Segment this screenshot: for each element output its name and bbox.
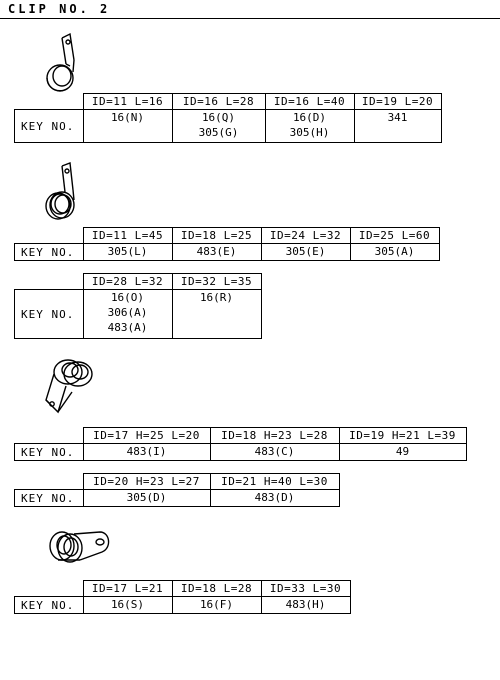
saddle-clip-icon — [38, 352, 100, 424]
key-no-value: 483(H) — [285, 598, 326, 611]
key-no-cell — [350, 244, 439, 261]
key-no-value: 305(D) — [126, 491, 167, 504]
key-no-cell — [172, 110, 265, 143]
key-no-label: KEY NO. — [15, 244, 84, 261]
size-header: ID=17 L=21 — [83, 581, 172, 597]
key-no-cell — [172, 244, 261, 261]
key-no-value: 305(E) — [285, 245, 326, 258]
key-no-cell — [83, 290, 172, 339]
key-no-value: 306(A) — [107, 306, 148, 319]
key-no-value: 305(G) — [198, 126, 239, 139]
key-no-cell — [339, 444, 466, 461]
key-no-value: 16(N) — [110, 111, 145, 124]
key-no-value: 16(D) — [292, 111, 327, 124]
key-no-cell — [83, 597, 172, 614]
p-clip-lined-icon — [40, 160, 86, 226]
key-no-value: 483(A) — [107, 321, 148, 334]
size-header: ID=33 L=30 — [261, 581, 350, 597]
key-no-cell — [210, 490, 339, 507]
size-header: ID=18 H=23 L=28 — [210, 428, 339, 444]
key-no-cell — [354, 110, 441, 143]
strap-clip-icon — [44, 524, 116, 574]
size-header: ID=19 H=21 L=39 — [339, 428, 466, 444]
size-header: ID=28 L=32 — [83, 274, 172, 290]
key-no-value: 483(D) — [254, 491, 295, 504]
key-no-label: KEY NO. — [15, 290, 84, 339]
size-header: ID=16 L=40 — [265, 94, 354, 110]
size-header: ID=18 L=28 — [172, 581, 261, 597]
page-title: CLIP NO. 2 — [8, 2, 111, 16]
key-no-value: 483(C) — [254, 445, 295, 458]
key-no-cell — [261, 244, 350, 261]
key-no-label: KEY NO. — [15, 110, 84, 143]
key-no-cell — [83, 490, 210, 507]
key-no-value: 305(A) — [374, 245, 415, 258]
key-no-cell — [172, 597, 261, 614]
key-no-value: 49 — [395, 445, 410, 458]
key-no-value: 16(S) — [110, 598, 145, 611]
key-no-cell — [83, 110, 172, 143]
key-no-value: 16(R) — [199, 291, 234, 304]
key-no-label: KEY NO. — [15, 490, 84, 507]
key-table — [14, 273, 262, 339]
size-header: ID=24 L=32 — [261, 228, 350, 244]
key-table — [14, 427, 467, 461]
key-no-label: KEY NO. — [15, 597, 84, 614]
size-header: ID=11 L=16 — [83, 94, 172, 110]
key-no-cell — [265, 110, 354, 143]
size-header: ID=21 H=40 L=30 — [210, 474, 339, 490]
key-no-value: 341 — [387, 111, 408, 124]
key-table — [14, 227, 440, 261]
key-no-value: 305(L) — [107, 245, 148, 258]
title-rule — [0, 18, 500, 19]
size-header: ID=16 L=28 — [172, 94, 265, 110]
key-no-value: 305(H) — [289, 126, 330, 139]
key-no-value: 16(Q) — [201, 111, 236, 124]
key-table — [14, 580, 351, 614]
key-table — [14, 473, 340, 507]
key-no-value: 16(F) — [199, 598, 234, 611]
key-no-cell — [210, 444, 339, 461]
size-header: ID=17 H=25 L=20 — [83, 428, 210, 444]
key-no-cell — [172, 290, 261, 339]
key-table — [14, 93, 442, 143]
p-clip-single-icon — [40, 30, 90, 96]
size-header: ID=11 L=45 — [83, 228, 172, 244]
size-header: ID=25 L=60 — [350, 228, 439, 244]
size-header: ID=32 L=35 — [172, 274, 261, 290]
key-no-label: KEY NO. — [15, 444, 84, 461]
size-header: ID=19 L=20 — [354, 94, 441, 110]
key-no-cell — [83, 244, 172, 261]
size-header: ID=20 H=23 L=27 — [83, 474, 210, 490]
key-no-value: 483(I) — [126, 445, 167, 458]
key-no-value: 16(O) — [110, 291, 145, 304]
key-no-value: 483(E) — [196, 245, 237, 258]
size-header: ID=18 L=25 — [172, 228, 261, 244]
key-no-cell — [261, 597, 350, 614]
key-no-cell — [83, 444, 210, 461]
